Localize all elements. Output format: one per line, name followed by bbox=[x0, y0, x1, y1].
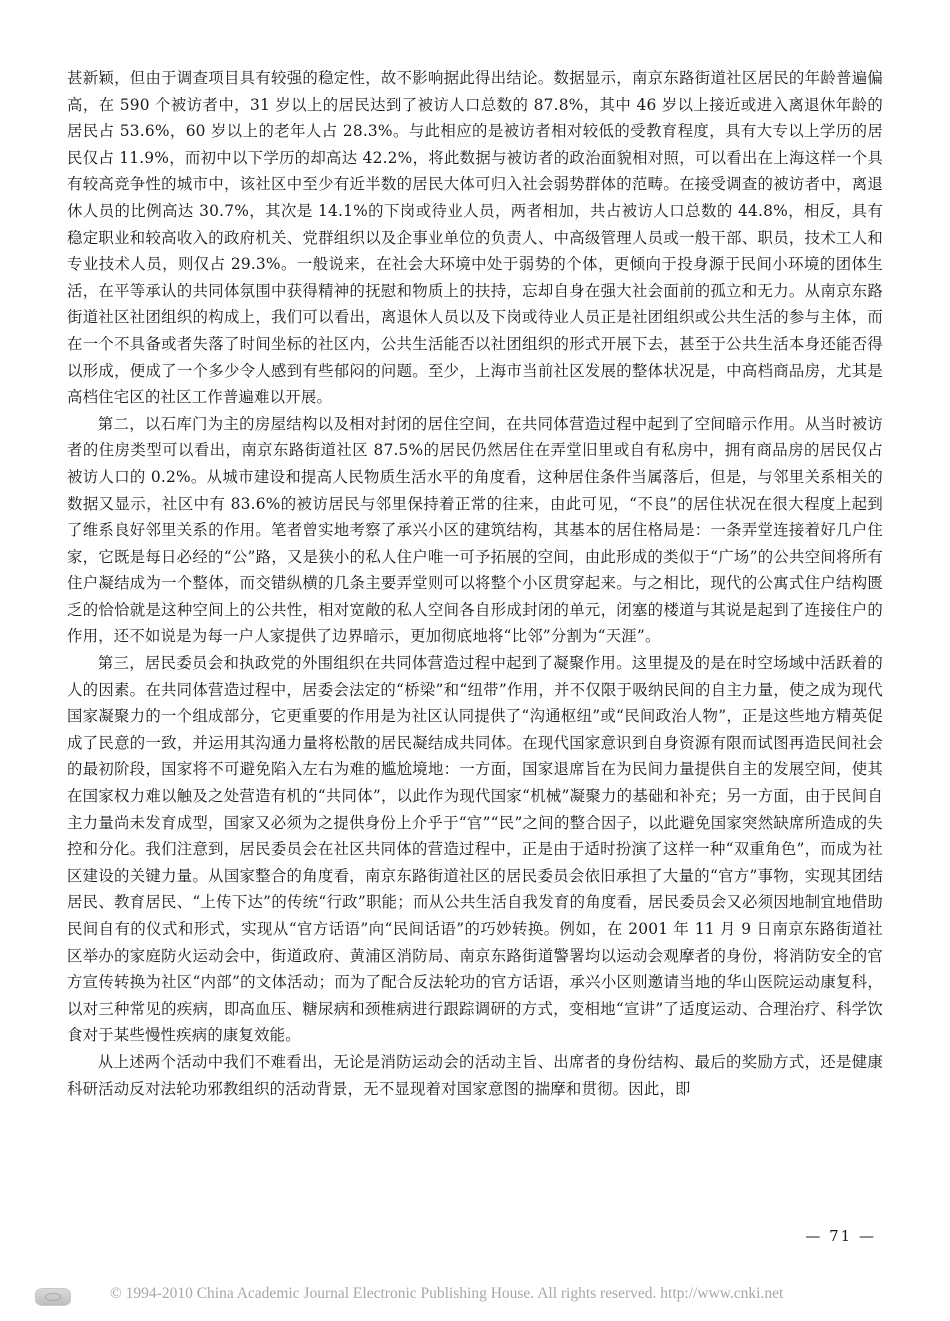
paragraph-continued: 甚新颖，但由于调查项目具有较强的稳定性，故不影响据此得出结论。数据显示，南京东路街道社区居民的年龄普遍偏高，在 590 个被访者中，31 岁以上的居民达到了被访人口总数的 87.8%，其中 46 岁以上接近或进入离退休年龄的居民占 53.6%，60 岁以上的老年人占 28.3%。与此相应的是被访者相对较低的受教育程度，具有大专以上学历的居民仅占 11.9%，而初中以下学历的却高达 42.2%，将此数据与被访者的政治面貌相对照，可以看出在上海这样一个具有较高竞争性的城市中，该社区中至少有近半数的居民大体可归入社会弱势群体的范畴。在接受调查的被访者中，离退休人员的比例高达 30.7%，其次是 14.1%的下岗或待业人员，两者相加，共占被访人口总数的 44.8%，相反，具有稳定职业和较高收入的政府机关、党群组织以及企事业单位的负责人、中高级管理人员或一般干部、职员，技术工人和专业技术人员，则仅占 29.3%。一般说来，在社会大环境中处于弱势的个体，更倾向于投身源于民间小环境的团体生活，在平等承认的共同体氛围中获得精神的抚慰和物质上的扶持，忘却自身在强大社会面前的孤立和无力。从南京东路街道社区社团组织的构成上，我们可以看出，离退休人员以及下岗或待业人员正是社团组织或公共生活的参与主体，而在一个不具备或者失落了时间坐标的社区内，公共生活能否以社团组织的形式开展下去，甚至于公共生活本身还能否得以形成，便成了一个多少令人感到有些郁闷的问题。至少，上海市当前社区发展的整体状况是，中高档商品房，尤其是高档住宅区的社区工作普遍难以开展。 bbox=[67, 69, 883, 407]
copyright-footer bbox=[0, 1267, 950, 1321]
copyright-text: © 1994-2010 China Academic Journal Electronic Publishing House. All rights reserved. http://www.cnki.net bbox=[110, 1285, 784, 1302]
paragraph-conclusion: 从上述两个活动中我们不难看出，无论是消防运动会的活动主旨、出席者的身份结构、最后的奖励方式，还是健康科研活动反对法轮功邪教组织的活动背景，无不显现着对国家意图的揣摩和贯彻。因此，即 bbox=[67, 1052, 883, 1098]
paragraph-third-point: 第三，居民委员会和执政党的外围组织在共同体营造过程中起到了凝聚作用。这里提及的是在时空场域中活跃着的人的因素。在共同体营造过程中，居委会法定的“桥梁”和“纽带”作用，并不仅限于吸纳民间的自主力量，使之成为现代国家凝聚力的一个组成部分，它更重要的作用是为社区认同提供了“沟通枢纽”或“民间政治人物”，正是这些地方精英促成了民意的一致，并运用其沟通力量将松散的居民凝结成共同体。在现代国家意识到自身资源有限而试图再造民间社会的最初阶段，国家将不可避免陷入左右为难的尴尬境地：一方面，国家退席旨在为民间力量提供自主的发展空间，使其在国家权力难以触及之处营造有机的“共同体”，以此作为现代国家“机械”凝聚力的基础和补充；另一方面，由于民间自主力量尚未发育成型，国家又必须为之提供身份上介乎于“官”“民”之间的整合因子，以此避免国家突然缺席所造成的失控和分化。我们注意到，居民委员会在社区共同体的营造过程中，正是由于适时扮演了这样一种“双重角色”，而成为社区建设的关键力量。从国家整合的角度看，南京东路街道社区的居民委员会依旧承担了大量的“官方”事物，实现其团结居民、教育居民、“上传下达”的传统“行政”职能；而从公共生活自我发育的角度看，居民委员会又必须因地制宜地借助民间自有的仪式和形式，实现从“官方话语”向“民间话语”的巧妙转换。例如，在 2001 年 11 月 9 日南京东路街道社区举办的家庭防火运动会中，街道政府、黄浦区消防局、南京东路街道警署均以运动会观摩者的身份，将消防安全的官方宣传转换为社区“内部”的文体活动；而为了配合反法轮功的官方话语，承兴小区则邀请当地的华山医院运动康复科，以对三种常见的疾病，即高血压、糖尿病和颈椎病进行跟踪调研的方式，变相地“宣讲”了适度运动、合理治疗、科学饮食对于某些慢性疾病的康复效能。 bbox=[67, 654, 883, 1045]
article-body bbox=[67, 0, 883, 1102]
page-number: — 71 — bbox=[805, 1227, 876, 1245]
paragraph-second-point: 第二，以石库门为主的房屋结构以及相对封闭的居住空间，在共同体营造过程中起到了空间暗示作用。从当时被访者的住房类型可以看出，南京东路街道社区 87.5%的居民仍然居住在弄堂旧里或自有私房中，拥有商品房的居民仅占被访人口的 0.2%。从城市建设和提高人民物质生活水平的角度看，这种居住条件当属落后，但是，与邻里关系相关的数据又显示，社区中有 83.6%的被访居民与邻里保持着正常的往来，由此可见，“不良”的居住状况在很大程度上起到了维系良好邻里关系的作用。笔者曾实地考察了承兴小区的建筑结构，其基本的居住格局是：一条弄堂连接着好几户住家，它既是每日必经的“公”路，又是狭小的私人住户唯一可予拓展的空间，由此形成的类似于“广场”的公共空间将所有住户凝结成为一个整体，而交错纵横的几条主要弄堂则可以将整个小区贯穿起来。与之相比，现代的公寓式住户结构匮乏的恰恰就是这种空间上的公共性，相对宽敞的私人空间各自形成封闭的单元，闭塞的楼道与其说是起到了连接住户的作用，还不如说是为每一户人家提供了边界暗示，更加彻底地将“比邻”分割为“天涯”。 bbox=[67, 414, 883, 646]
cnki-logo-icon bbox=[35, 1288, 71, 1306]
